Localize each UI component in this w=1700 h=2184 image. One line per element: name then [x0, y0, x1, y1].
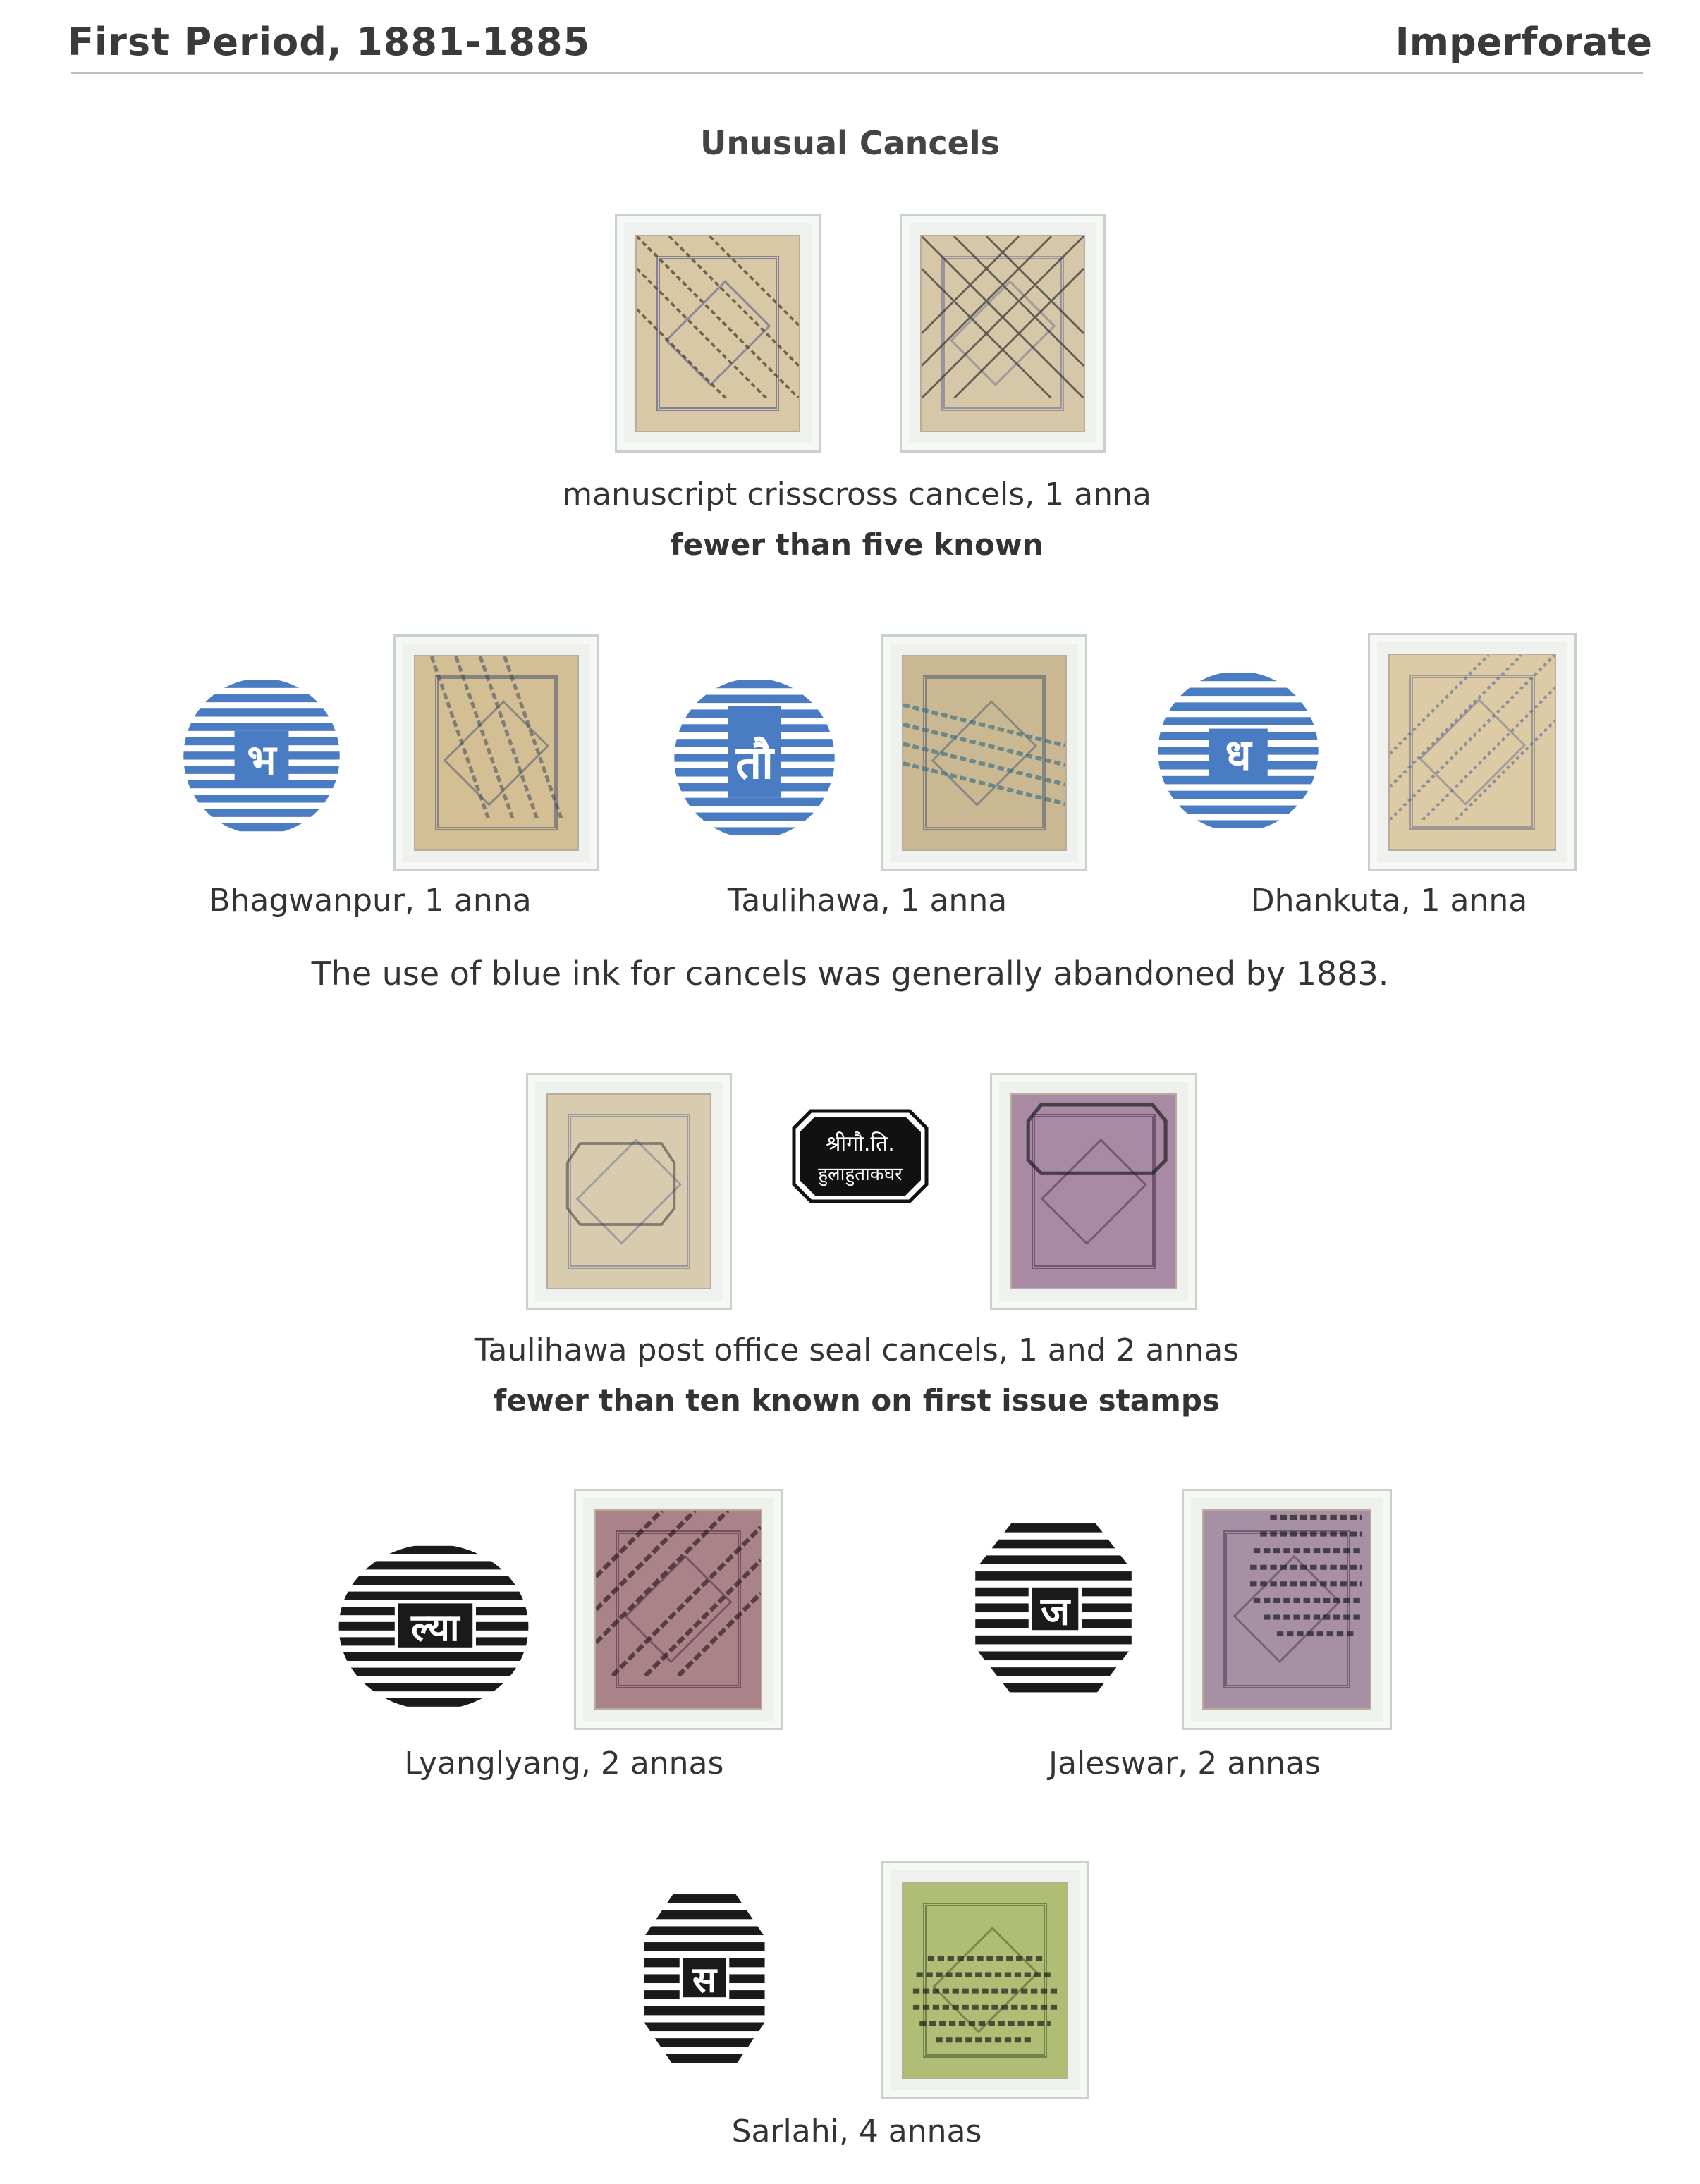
- page-category-title: Imperforate: [1395, 20, 1652, 64]
- crisscross-caption: manuscript crisscross cancels, 1 anna: [562, 477, 1151, 513]
- stamp-mount-taulihawa: [881, 634, 1087, 871]
- page-period-title: First Period, 1881-1885: [68, 20, 591, 64]
- header-divider: [71, 72, 1643, 74]
- cancel-glyph: तौ: [735, 736, 773, 790]
- crisscross-rarity-note: fewer than five known: [670, 527, 1044, 562]
- dhankuta-caption: Dhankuta, 1 anna: [1250, 883, 1528, 919]
- stamp-1-anna-blue: [1388, 654, 1556, 851]
- crisscross-cancel: [637, 236, 799, 398]
- stamp-mount-bhagwanpur: [393, 634, 599, 871]
- sarlahi-black-cancel-icon: [642, 1891, 767, 2068]
- cancel-glyph: भ: [247, 735, 276, 784]
- stamp-mount-crisscross-2: [900, 214, 1106, 453]
- stamp-mount-sarlahi: [881, 1861, 1089, 2099]
- stamp-2-annas-violet: [1010, 1093, 1177, 1289]
- seal-caption: Taulihawa post office seal cancels, 1 and 2 annas: [474, 1332, 1240, 1368]
- stamp-1-anna-blue: [635, 235, 800, 432]
- taulihawa-blue-cancel-icon: [673, 677, 836, 840]
- taulihawa-caption: Taulihawa, 1 anna: [727, 883, 1008, 919]
- stamp-mount-crisscross-1: [615, 214, 821, 453]
- blue-ink-note: The use of blue ink for cancels was generally abandoned by 1883.: [311, 955, 1389, 993]
- seal-line-2: हुलाहुताकघर: [818, 1164, 903, 1185]
- seal-rarity-note: fewer than ten known on first issue stamps: [494, 1383, 1220, 1418]
- jaleswar-black-cancel-icon: [973, 1520, 1134, 1698]
- stamp-2-annas-violet: [1202, 1509, 1371, 1710]
- sarlahi-caption: Sarlahi, 4 annas: [731, 2114, 982, 2149]
- jaleswar-caption: Jaleswar, 2 annas: [1048, 1746, 1321, 1781]
- section-title: Unusual Cancels: [700, 124, 1000, 162]
- lyanglyang-black-cancel-icon: [337, 1542, 530, 1712]
- stamp-1-anna-blue: [920, 235, 1085, 432]
- stamp-mount-dhankuta: [1368, 633, 1577, 871]
- cancel-glyph: ज: [1040, 1589, 1070, 1635]
- seal-line-1: श्रीगौ.ति.: [826, 1131, 895, 1156]
- lyanglyang-caption: Lyanglyang, 2 annas: [404, 1746, 724, 1781]
- stamp-mount-seal-2-annas: [990, 1073, 1197, 1310]
- taulihawa-seal-cancel-icon: [790, 1107, 931, 1206]
- stamp-1-anna-blue: [414, 655, 579, 851]
- stamp-1-anna-blue: [546, 1093, 711, 1289]
- stamp-mount-jaleswar: [1182, 1489, 1392, 1730]
- cancel-glyph: ल्या: [411, 1607, 460, 1650]
- stamp-1-anna-blue: [902, 655, 1067, 851]
- crisscross-cancel: [922, 236, 1084, 398]
- stamp-4-annas-green: [902, 1882, 1068, 2079]
- bhagwanpur-blue-cancel-icon: [182, 677, 341, 836]
- dhankuta-blue-cancel-icon: [1156, 670, 1320, 833]
- stamp-mount-seal-1-anna: [526, 1073, 732, 1310]
- stamp-2-annas-violet: [594, 1509, 762, 1710]
- cancel-glyph: ध: [1225, 730, 1252, 780]
- bhagwanpur-caption: Bhagwanpur, 1 anna: [209, 883, 532, 919]
- cancel-glyph: स: [692, 1958, 717, 2001]
- stamp-mount-lyanglyang: [574, 1489, 783, 1730]
